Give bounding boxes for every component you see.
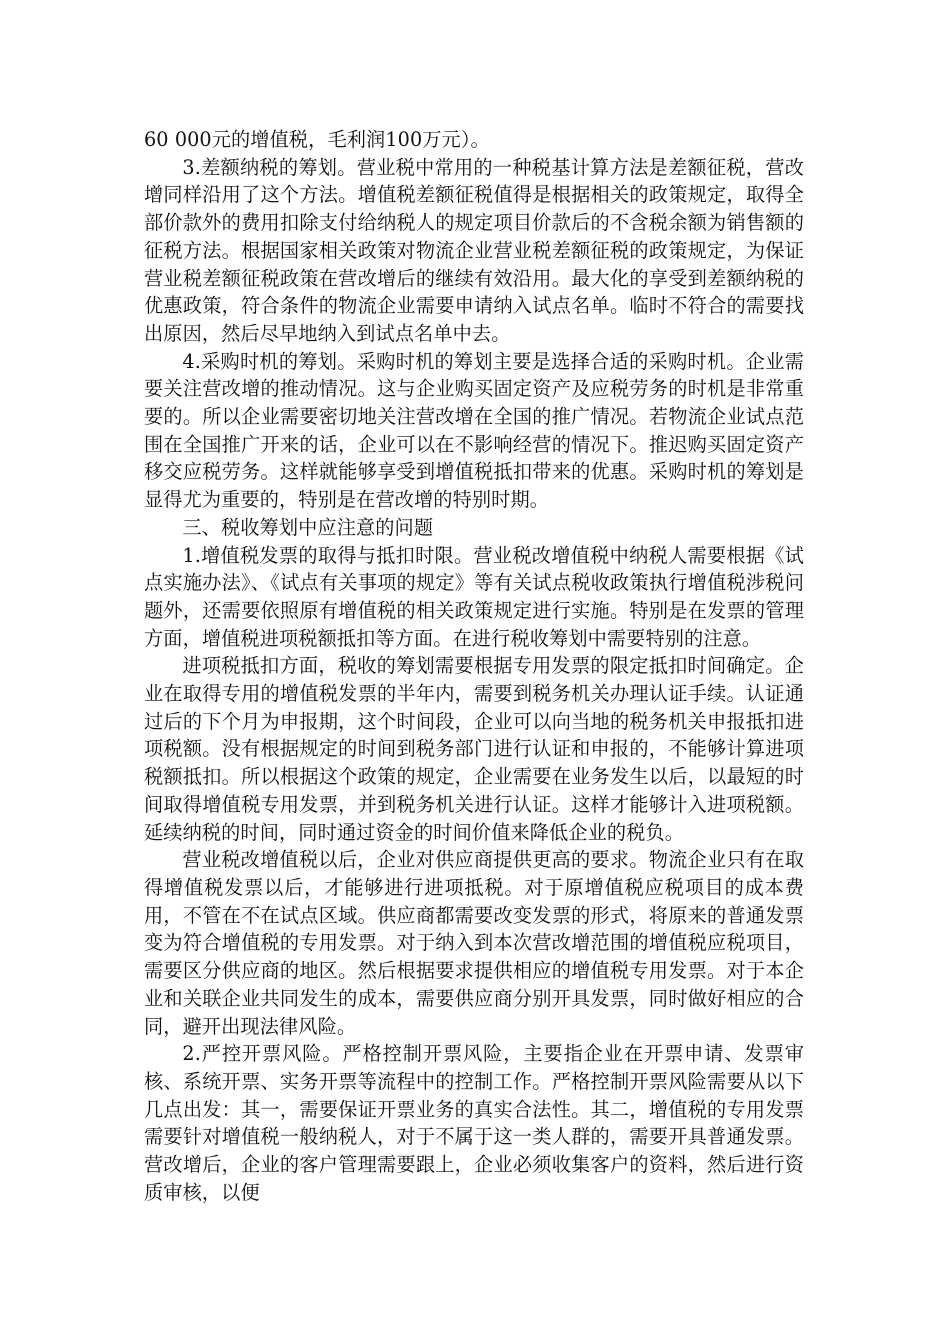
paragraph-item-4-purchase-timing: 4.采购时机的筹划。采购时机的筹划主要是选择合适的采购时机。企业需要关注营改增的推动情况。这与企业购买固定资产及应税劳务的时机是非常重要的。所以企业需要密切地关注营改增在全国的推广情况。若物流企业试点范围在全国推广开来的话，企业可以在不影响经营的情况下。推迟购买固定资产移交应税劳务。这样就能够享受到增值税抵扣带来的优惠。采购时机的筹划是显得尤为重要的，特别是在营改增的特别时期。: [144, 349, 804, 512]
paragraph-continuation: 60 000元的增值税，毛利润100万元）。: [144, 128, 490, 151]
paragraph-item-3-differential-tax: 3.差额纳税的筹划。营业税中常用的一种税基计算方法是差额征税，营改增同样沿用了这个方法。增值税差额征税值得是根据相关的政策规定，取得全部价款外的费用扣除支付给纳税人的规定项目价款后的不含税余额为销售额的征税方法。根据国家相关政策对物流企业营业税差额征税的政策规定，为保证营业税差额征税政策在营改增后的继续有效沿用。最大化的享受到差额纳税的优惠政策，符合条件的物流企业需要申请纳入试点名单。临时不符合的需要找出原因，然后尽早地纳入到试点名单中去。: [144, 155, 804, 345]
paragraph-supplier-requirements: 营业税改增值税以后，企业对供应商提供更高的要求。物流企业只有在取得增值税发票以后，才能够进行进项抵税。对于原增值税应税项目的成本费用，不管在不在试点区域。供应商都需要改变发票的形式，将原来的普通发票变为符合增值税的专用发票。对于纳入到本次营改增范围的增值税应税项目，需要区分供应商的地区。然后根据要求提供相应的增值税专用发票。对于本企业和关联企业共同发生的成本，需要供应商分别开具发票，同时做好相应的合同，避开出现法律风险。: [144, 848, 804, 1038]
paragraph-item-2-invoicing-risk: 2.严控开票风险。严格控制开票风险，主要指企业在开票申请、发票审核、系统开票、实务开票等流程中的控制工作。严格控制开票风险需要从以下几点出发：其一，需要保证开票业务的真实合法性。其二，增值税的专用发票需要针对增值税一般纳税人，对于不属于这一类人群的，需要开具普通发票。营改增后，企业的客户管理需要跟上，企业必须收集客户的资料，然后进行资质审核，以便: [144, 1042, 804, 1204]
paragraph-item-1-invoice-deadline: 1.增值税发票的取得与抵扣时限。营业税改增值税中纳税人需要根据《试点实施办法》、《试点有关事项的规定》等有关试点税收政策执行增值税涉税问题外，还需要依照原有增值税的相关政策规定进行实施。特别是在发票的管理方面，增值税进项税额抵扣等方面。在进行税收筹划中需要特别的注意。: [144, 543, 804, 650]
paragraph-input-tax-deduction: 进项税抵扣方面，税收的筹划需要根据专用发票的限定抵扣时间确定。企业在取得专用的增值税发票的半年内，需要到税务机关办理认证手续。认证通过后的下个月为申报期，这个时间段，企业可以向当地的税务机关申报抵扣进项税额。没有根据规定的时间到税务部门进行认证和申报的，不能够计算进项税额抵扣。所以根据这个政策的规定，企业需要在业务发生以后，以最短的时间取得增值税专用发票，并到税务机关进行认证。这样才能够计入进项税额。延续纳税的时间，同时通过资金的时间价值来降低企业的税负。: [144, 654, 804, 844]
document-page: [144, 126, 804, 1206]
section-heading-3: 三、税收筹划中应注意的问题: [182, 515, 434, 539]
